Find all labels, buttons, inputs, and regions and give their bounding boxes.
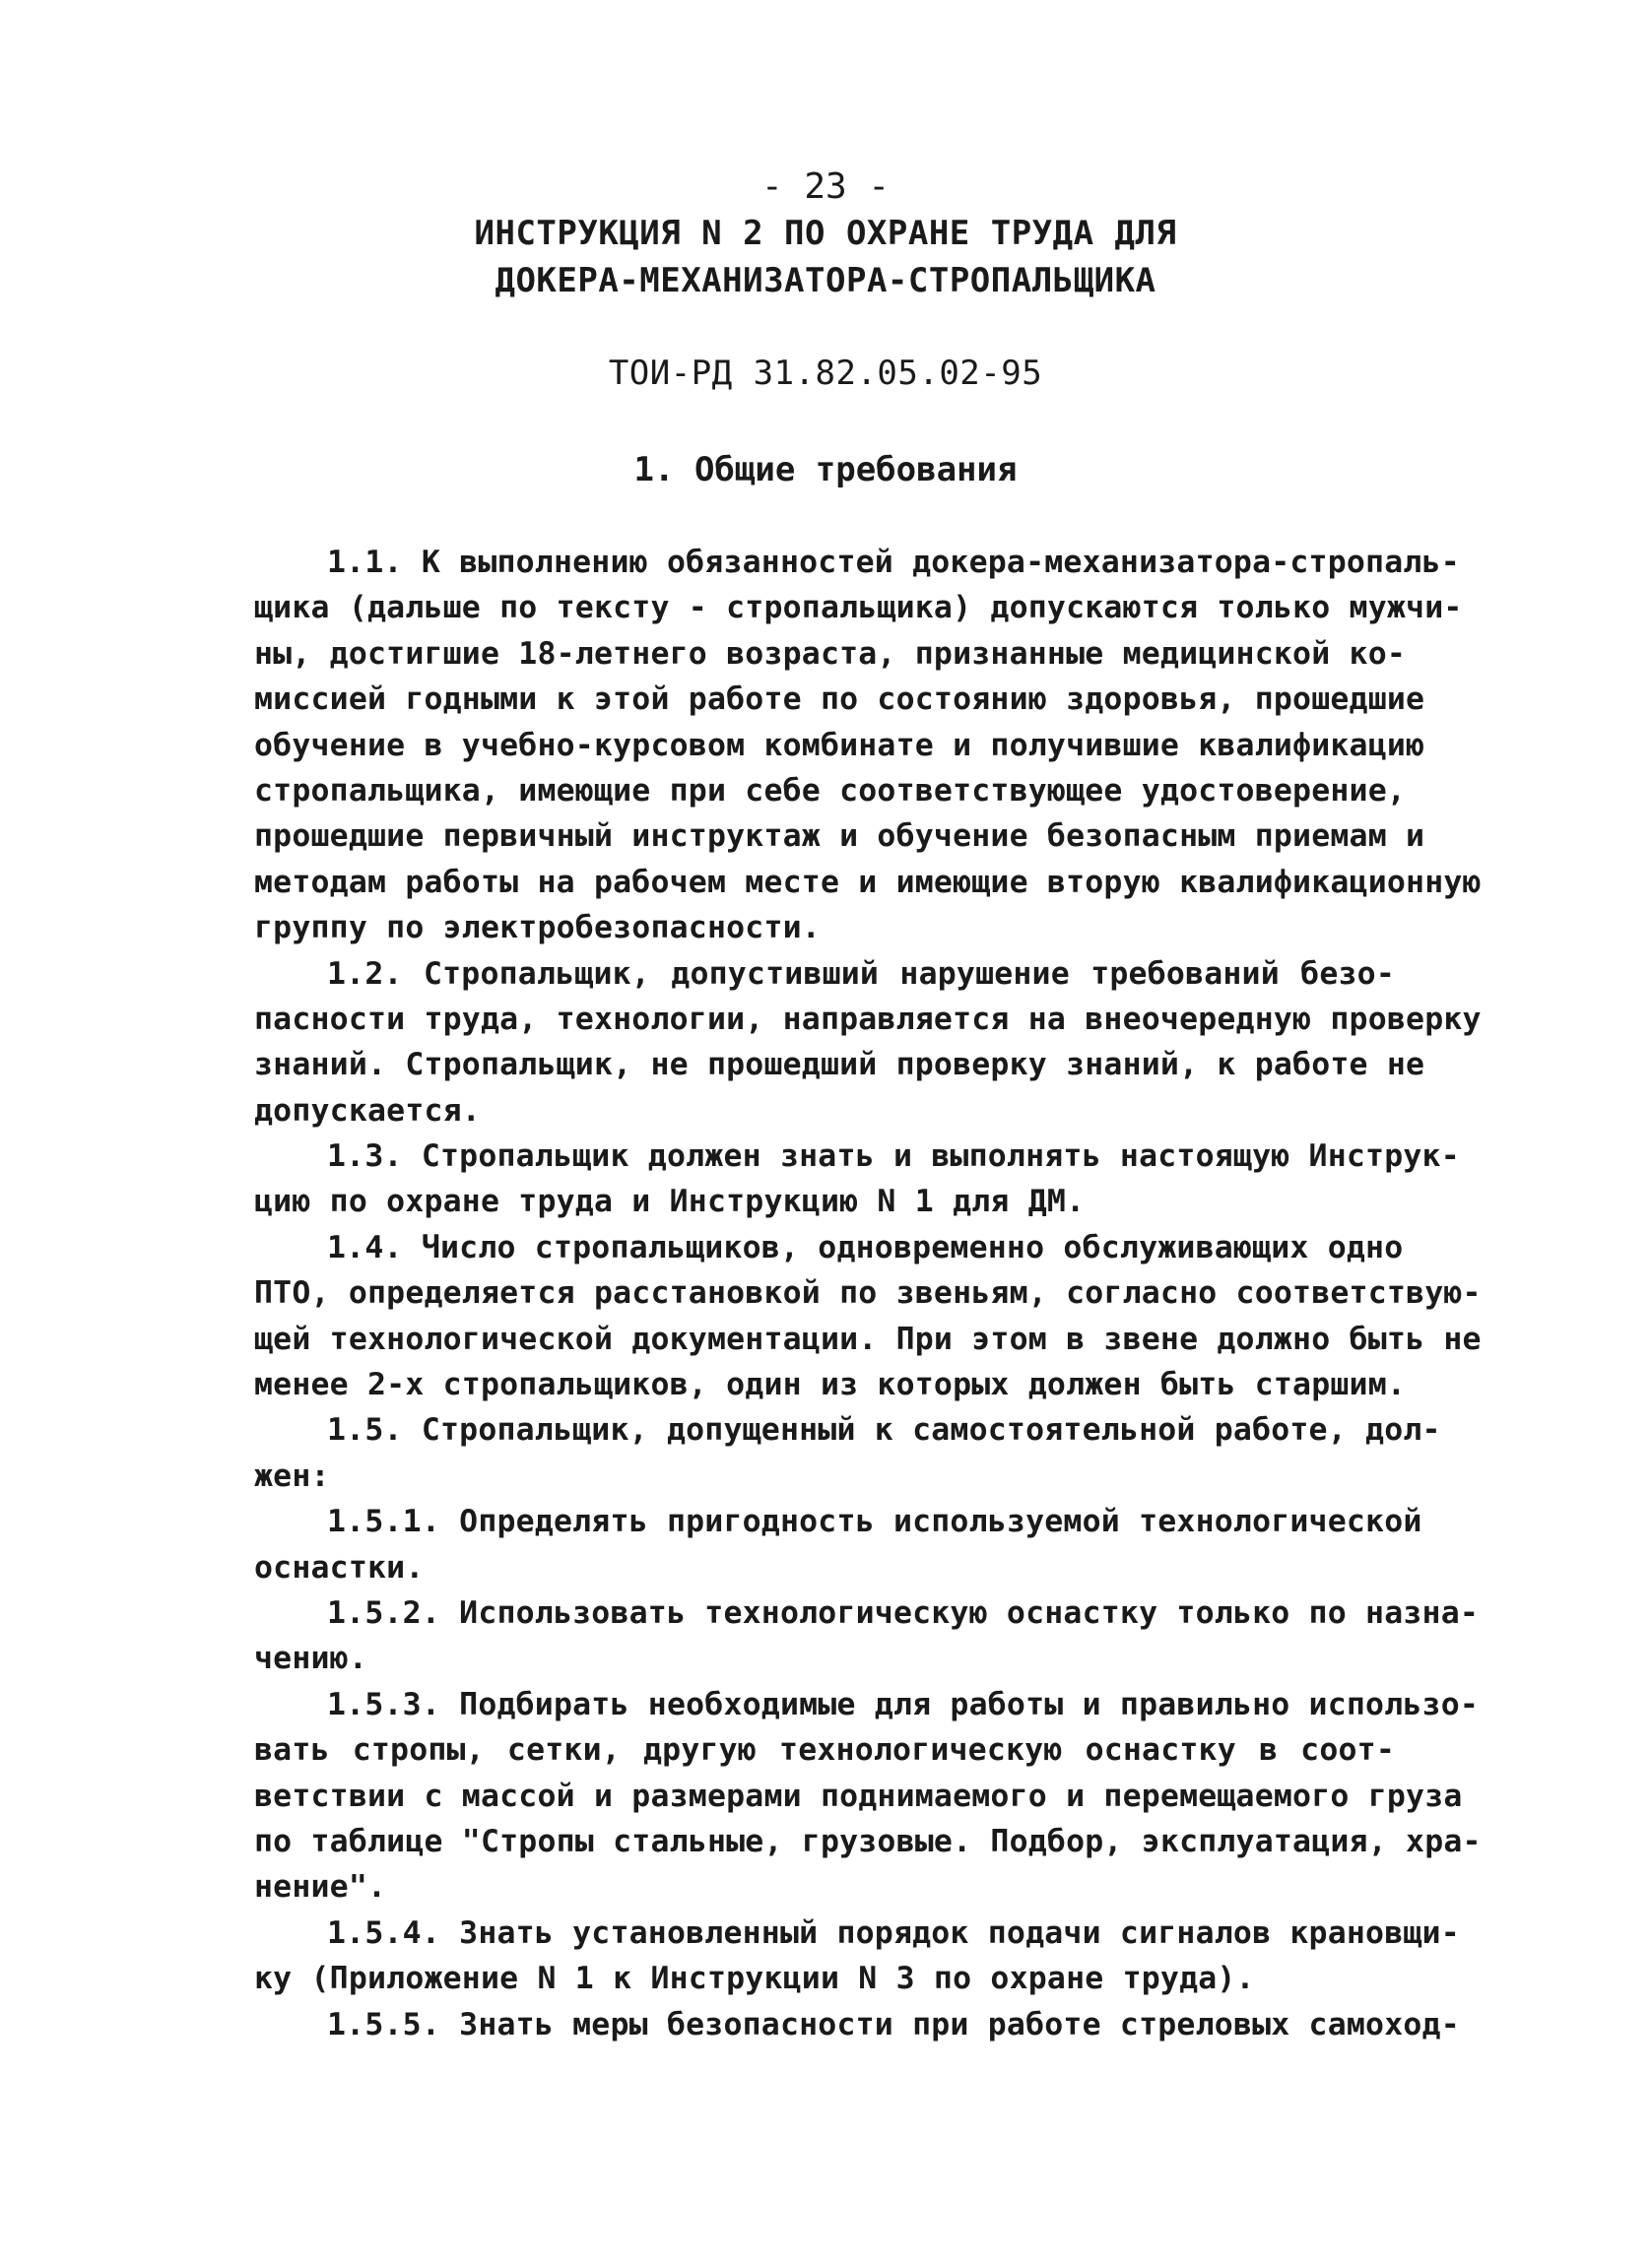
body-line: щика (дальше по тексту - стропальщика) допускаются только мужчи-: [254, 590, 1463, 626]
body-line: ПТО, определяется расстановкой по звеньям, согласно соответствую-: [254, 1275, 1482, 1312]
body-line: 1.5.1. Определять пригодность используемой технологической: [327, 1504, 1422, 1540]
body-line: оснастки.: [254, 1549, 425, 1586]
body-line: жен:: [254, 1458, 330, 1494]
body-line: 1.4. Число стропальщиков, одновременно обслуживающих одно: [327, 1229, 1404, 1265]
document-title-line-2: ДОКЕРА-МЕХАНИЗАТОРА-СТРОПАЛЬЩИКА: [495, 261, 1156, 300]
section-heading: 1. Общие требования: [633, 450, 1018, 489]
body-line: щей технологической документации. При этом в звене должно быть не: [254, 1321, 1482, 1357]
body-line: миссией годными к этой работе по состоянию здоровья, прошедшие: [254, 681, 1425, 718]
body-line: прошедшие первичный инструктаж и обучение безопасным приемам и: [254, 818, 1425, 855]
body-line: 1.5.4. Знать установленный порядок подачи сигналов крановщи-: [327, 1914, 1460, 1951]
body-line: ветствии с массой и размерами поднимаемого и перемещаемого груза: [254, 1778, 1463, 1814]
body-line: допускается.: [254, 1092, 481, 1129]
body-line: менее 2-х стропальщиков, один из которых должен быть старшим.: [254, 1367, 1407, 1403]
body-line: вать стропы, сетки, другую технологическую оснастку в соот-: [254, 1732, 1395, 1769]
body-line: стропальщика, имеющие при себе соответствующее удостоверение,: [254, 772, 1407, 809]
body-line: ку (Приложение N 1 к Инструкции N 3 по охране труда).: [254, 1961, 1255, 1997]
body-line: обучение в учебно-курсовом комбинате и получившие квалификацию: [254, 727, 1425, 763]
body-line: 1.5.3. Подбирать необходимые для работы и правильно использо-: [327, 1686, 1480, 1722]
body-line: цию по охране труда и Инструкцию N 1 для ДМ.: [254, 1184, 1086, 1220]
page-number: - 23 -: [760, 166, 891, 207]
body-line: пасности труда, технологии, направляется на внеочередную проверку: [254, 1001, 1482, 1037]
body-text: [254, 540, 1482, 2047]
document-code: ТОИ-РД 31.82.05.02-95: [608, 354, 1043, 393]
body-line: 1.3. Стропальщик должен знать и выполнять настоящую Инструк-: [327, 1138, 1460, 1175]
body-line: нение".: [254, 1869, 387, 1906]
body-line: знаний. Стропальщик, не прошедший проверку знаний, к работе не: [254, 1047, 1425, 1083]
body-line: чению.: [254, 1641, 367, 1677]
body-line: ны, достигшие 18-летнего возраста, признанные медицинской ко-: [254, 635, 1407, 672]
body-line: 1.1. К выполнению обязанностей докера-механизатора-стропаль-: [327, 545, 1460, 580]
body-line: методам работы на рабочем месте и имеющие вторую квалификационную: [254, 864, 1482, 900]
body-line: 1.5.5. Знать меры безопасности при работе стреловых самоход-: [327, 2006, 1460, 2042]
document-title-line-1: ИНСТРУКЦИЯ N 2 ПО ОХРАНЕ ТРУДА ДЛЯ: [474, 214, 1177, 253]
body-line: по таблице "Стропы стальные, грузовые. Подбор, эксплуатация, хра-: [254, 1823, 1482, 1859]
body-line: 1.5.2. Использовать технологическую оснастку только по назна-: [327, 1594, 1480, 1631]
body-line: группу по электробезопасности.: [254, 910, 821, 946]
body-line: 1.2. Стропальщик, допустивший нарушение требований безо-: [327, 955, 1395, 992]
body-line: 1.5. Стропальщик, допущенный к самостоятельной работе, дол-: [327, 1412, 1441, 1449]
